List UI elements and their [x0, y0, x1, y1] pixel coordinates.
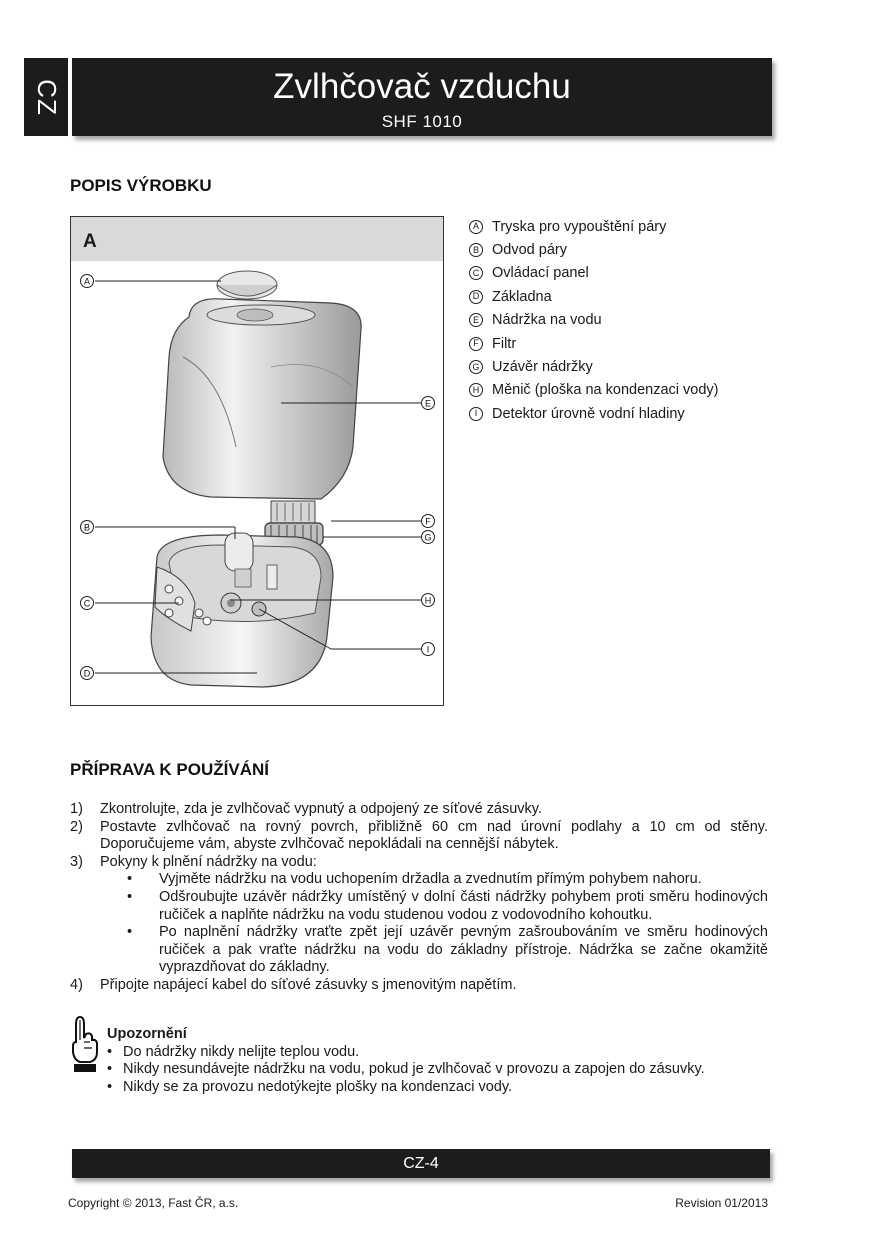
product-diagram — [70, 216, 444, 706]
legend-label: Detektor úrovně vodní hladiny — [492, 405, 685, 422]
callout-f — [422, 515, 435, 528]
footer-bar — [72, 1149, 770, 1178]
legend-badge: G — [469, 360, 483, 374]
figure-label: A — [71, 217, 443, 261]
bullet-item — [100, 924, 768, 977]
warning-item — [107, 1079, 705, 1097]
parts-legend — [469, 215, 789, 426]
legend-badge: A — [469, 220, 483, 234]
step-number: 1) — [70, 801, 83, 817]
legend-label: Uzávěr nádržky — [492, 359, 593, 376]
legend-item — [469, 215, 789, 238]
legend-item — [469, 262, 789, 285]
step-number: 2) — [70, 818, 83, 835]
svg-text:I: I — [426, 644, 430, 655]
bullet-symbol: • — [107, 1043, 113, 1060]
legend-label: Odvod páry — [492, 242, 567, 259]
page-title: Zvlhčovač vzduchu — [273, 67, 571, 106]
language-tab — [24, 58, 68, 136]
callout-g — [422, 531, 435, 544]
legend-label: Filtr — [492, 335, 517, 352]
step-text: Pokyny k plnění nádržky na vodu: — [100, 853, 317, 870]
legend-badge: F — [469, 337, 483, 351]
callout-a — [81, 275, 94, 288]
revision: Revision 01/2013 — [675, 1196, 768, 1210]
steam-outlet-shape — [225, 533, 253, 571]
model-number: SHF 1010 — [381, 112, 463, 131]
warning-box — [107, 1026, 705, 1096]
bullet-item — [100, 871, 768, 889]
warning-text: Do nádržky nikdy nelijte teplou vodu. — [123, 1043, 360, 1060]
svg-text:E: E — [424, 398, 432, 409]
warning-item — [107, 1061, 705, 1079]
legend-badge: I — [469, 407, 483, 421]
legend-badge: H — [469, 383, 483, 397]
svg-text:A: A — [83, 276, 91, 287]
step-number: 3) — [70, 853, 83, 870]
preparation-heading: PŘÍPRAVA K POUŽÍVÁNÍ — [70, 760, 269, 779]
legend-item — [469, 402, 789, 425]
step-text: Zkontrolujte, zda je zvlhčovač vypnutý a odpojený ze síťové zásuvky. — [100, 801, 543, 817]
description-heading: POPIS VÝROBKU — [70, 176, 212, 195]
header-bar — [72, 58, 772, 136]
step-item — [70, 801, 768, 819]
legend-badge: C — [469, 266, 483, 280]
warning-text: Nikdy se za provozu nedotýkejte plošky na kondenzaci vody. — [123, 1078, 513, 1095]
svg-text:G: G — [424, 532, 432, 543]
humidifier-drawing — [71, 217, 445, 707]
warning-item — [107, 1044, 705, 1062]
legend-item — [469, 379, 789, 402]
legend-item — [469, 285, 789, 308]
legend-badge: B — [469, 243, 483, 257]
callout-c — [81, 597, 94, 610]
legend-label: Tryska pro vypouštění páry — [492, 218, 667, 235]
page-number: CZ-4 — [403, 1155, 439, 1172]
step-item — [70, 854, 768, 977]
step-text: Připojte napájecí kabel do síťové zásuvky s jmenovitým napětím. — [100, 976, 517, 993]
bullet-text: Po naplnění nádržky vraťte zpět její uzávěr pevným zašroubováním ve směru hodinových ručiček a pak vraťte nádržku na vodu do základny přístroje. Nádržka se začne okamžitě vyprazdňovat do základny. — [159, 924, 768, 976]
language-code: CZ — [31, 78, 62, 116]
svg-text:F: F — [425, 516, 431, 527]
bullet-item — [100, 889, 768, 924]
legend-item — [469, 355, 789, 378]
legend-label: Základna — [492, 288, 552, 305]
svg-text:C: C — [83, 598, 91, 609]
bullet-symbol: • — [126, 924, 133, 941]
warning-title: Upozornění — [107, 1026, 187, 1042]
bullet-text: Odšroubujte uzávěr nádržky umístěný v dolní části nádržky pohybem proti směru hodinových ručiček a naplňte nádržku na vodu studenou vodou z vodovodního kohoutku. — [159, 888, 768, 923]
copyright: Copyright © 2013, Fast ČR, a.s. — [68, 1196, 239, 1210]
callout-h — [422, 594, 435, 607]
legend-label: Ovládací panel — [492, 265, 589, 282]
legend-label: Nádržka na vodu — [492, 312, 602, 329]
step-item — [70, 977, 768, 995]
bullet-symbol: • — [126, 871, 133, 888]
legend-label: Měnič (ploška na kondenzaci vody) — [492, 382, 719, 399]
bullet-symbol: • — [126, 888, 133, 905]
bullet-symbol: • — [107, 1078, 113, 1095]
bullet-text: Vyjměte nádržku na vodu uchopením držadla a zvednutím přímým pohybem nahoru. — [159, 871, 702, 888]
warning-text: Nikdy nesundávejte nádržku na vodu, pokud je zvlhčovač v provozu a zapojen do zásuvky. — [123, 1061, 705, 1078]
step-text: Postavte zvlhčovač na rovný povrch, přibližně 60 cm nad úrovní podlahy a 10 cm od stěny. Doporučujeme vám, abyste zvlhčovač nepokládali na cennější nábytek. — [100, 818, 768, 853]
step-item — [70, 819, 768, 854]
svg-text:H: H — [424, 595, 432, 606]
legend-item — [469, 309, 789, 332]
svg-text:D: D — [83, 668, 91, 679]
tank-shape — [163, 299, 361, 499]
step-number: 4) — [70, 976, 83, 993]
callout-d — [81, 667, 94, 680]
legend-badge: D — [469, 290, 483, 304]
hand-pointing-icon — [68, 1012, 100, 1074]
callout-e — [422, 397, 435, 410]
preparation-steps — [70, 801, 768, 995]
fill-instructions — [100, 871, 768, 977]
callout-i — [422, 643, 435, 656]
legend-item — [469, 332, 789, 355]
legend-item — [469, 238, 789, 261]
callout-b — [81, 521, 94, 534]
bullet-symbol: • — [107, 1061, 113, 1078]
legend-badge: E — [469, 313, 483, 327]
svg-text:B: B — [83, 522, 91, 533]
